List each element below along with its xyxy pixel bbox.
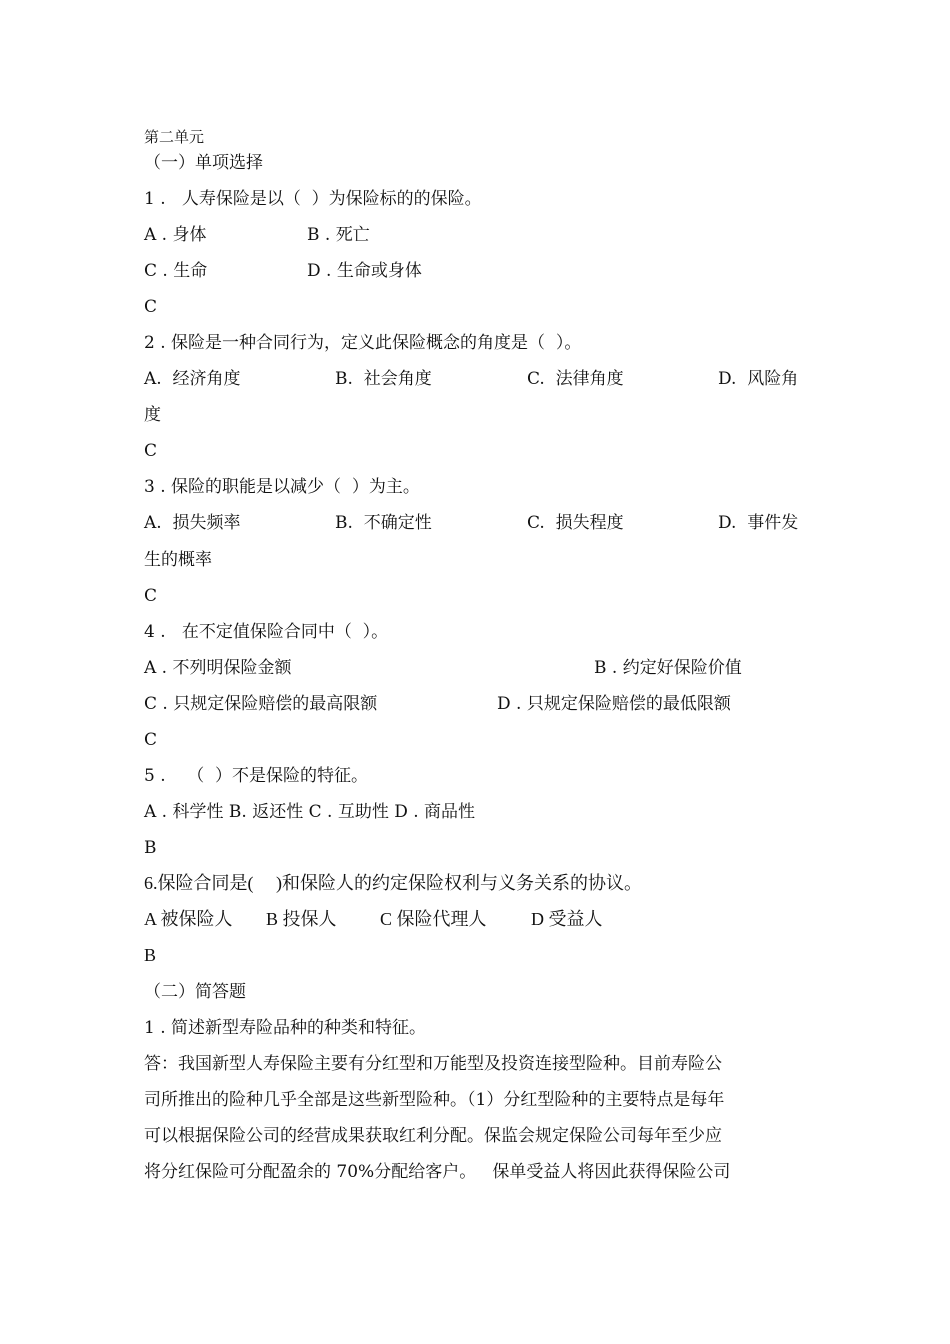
question-3-stem: 3 . 保险的职能是以减少（ ）为主。: [144, 477, 420, 497]
question-2-answer: C: [144, 441, 158, 461]
short-question-1-answer-line: 答：我国新型人寿保险主要有分红型和万能型及投资连接型险种。目前寿险公: [144, 1054, 722, 1074]
question-2-stem: 2 . 保险是一种合同行为，定义此保险概念的角度是（ ）。: [144, 333, 582, 353]
question-6-option-a: A 被保险人: [144, 909, 233, 929]
short-question-1-answer-line: 司所推出的险种几乎全部是这些新型险种。（1）分红型险种的主要特点是每年: [144, 1090, 725, 1110]
question-3-answer: C: [144, 586, 158, 606]
question-3-option-d-wrap: 生的概率: [144, 550, 212, 570]
question-4-option-b: B . 约定好保险价值: [594, 658, 742, 678]
question-2-option-c: C. 法律角度: [527, 369, 624, 389]
question-5-stem: 5 . （ ）不是保险的特征。: [144, 766, 369, 786]
short-question-1-stem: 1 . 简述新型寿险品种的种类和特征。: [144, 1018, 427, 1038]
short-question-1-answer-line: 可以根据保险公司的经营成果获取红利分配。保监会规定保险公司每年至少应: [144, 1126, 722, 1146]
question-4-stem: 4 . 在不定值保险合同中（ ）。: [144, 622, 389, 642]
question-3-option-c: C. 损失程度: [527, 513, 624, 533]
question-3-option-d: D. 事件发: [718, 513, 799, 533]
question-1-option-c: C . 生命: [144, 261, 208, 281]
question-4-option-a: A . 不列明保险金额: [144, 658, 292, 678]
question-1-stem: 1 . 人寿保险是以（ ）为保险标的的保险。: [144, 189, 482, 209]
question-6-option-d: D 受益人: [531, 909, 603, 929]
question-1-answer: C: [144, 297, 158, 317]
question-2-option-a: A. 经济角度: [144, 369, 241, 389]
question-4-option-d: D . 只规定保险赔偿的最低限额: [497, 694, 731, 714]
question-6-stem: 6.保险合同是( )和保险人的约定保险权利与义务关系的协议。: [144, 873, 642, 893]
question-4-answer: C: [144, 730, 158, 750]
question-6-option-b: B 投保人: [266, 909, 337, 929]
question-1-option-d: D . 生命或身体: [307, 261, 422, 281]
question-6-answer: B: [144, 945, 157, 965]
question-3-option-a: A. 损失频率: [144, 513, 241, 533]
question-5-answer: B: [144, 838, 157, 858]
question-2-option-d-wrap: 度: [144, 405, 161, 425]
question-2-option-d: D. 风险角: [718, 369, 799, 389]
question-3-option-b: B. 不确定性: [335, 513, 432, 533]
question-4-option-c: C . 只规定保险赔偿的最高限额: [144, 694, 378, 714]
question-2-option-b: B. 社会角度: [335, 369, 432, 389]
question-1-option-a: A . 身体: [144, 225, 207, 245]
question-1-option-b: B . 死亡: [307, 225, 370, 245]
unit-title: 第二单元: [144, 128, 205, 146]
section-title-single-choice: （一）单项选择: [144, 153, 263, 173]
question-6-option-c: C 保险代理人: [380, 909, 487, 929]
question-5-options: A . 科学性 B. 返还性 C . 互助性 D . 商品性: [144, 802, 476, 822]
section-title-short-answer: （二）简答题: [144, 982, 246, 1002]
short-question-1-answer-line: 将分红保险可分配盈余的 70%分配给客户。 保单受益人将因此获得保险公司: [144, 1162, 731, 1182]
